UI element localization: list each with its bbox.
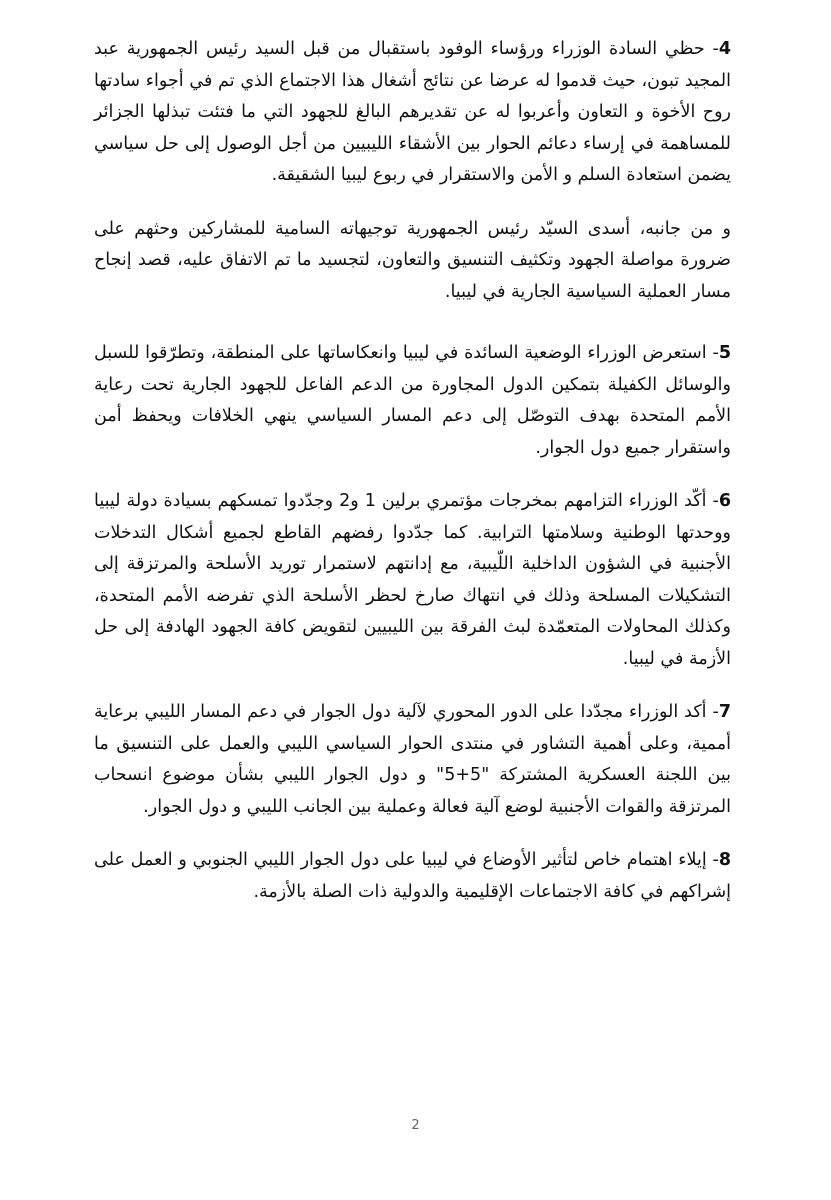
- paragraph-text: - أكّد الوزراء التزامهم بمخرجات مؤتمري برلين 1 و2 وجدّدوا تمسكهم بسيادة دولة ليبيا ووحدتها الوطنية وسلامتها الترابية. كما جدّدوا رفضهم القاطع لجميع أشكال التدخلات الأجنبية في الشؤون الداخلية اللّيبية، مع إدانتهم لاستمرار توريد الأسلحة والمرتزقة إلى التشكيلات المسلحة وذلك في انتهاك صارخ لحظر الأسلحة الذي تفرضه الأمم المتحدة، وكذلك المحاولات المتعمّدة لبث الفرقة بين الليبيين لتقويض كافة الجهود الهادفة إلى حل الأزمة في ليبيا.: [94, 491, 731, 669]
- paragraph-4: [94, 34, 731, 192]
- paragraph-text: - إيلاء اهتمام خاص لتأثير الأوضاع في ليبيا على دول الجوار الليبي الجنوبي و العمل على إشراكهم في كافة الاجتماعات الإقليمية والدولية ذات الصلة بالأزمة.: [94, 850, 731, 902]
- paragraph-7: [94, 697, 731, 823]
- paragraph-text: - حظي السادة الوزراء ورؤساء الوفود باستقبال من قبل السيد رئيس الجمهورية عبد المجيد تبون، حيث قدموا له عرضا عن نتائج أشغال هذا الاجتماع الذي تم في أجواء سادتها روح الأخوة و التعاون وأعربوا له عن تقديرهم البالغ للجهود التي ما فتئت تبذلها الجزائر للمساهمة في إرساء دعائم الحوار بين الأشقاء الليبيين من أجل الوصول إلى حل سياسي يضمن استعادة السلم و الأمن والاستقرار في ربوع ليبيا الشقيقة.: [94, 39, 731, 185]
- paragraph-text: - أكد الوزراء مجدّدا على الدور المحوري لآلية دول الجوار في دعم المسار الليبي برعاية أممية، وعلى أهمية التشاور في منتدى الحوار السياسي الليبي والعمل على التنسيق ما بين اللجنة العسكرية المشتركة "5+5" و دول الجوار الليبي بشأن موضوع انسحاب المرتزقة والقوات الأجنبية لوضع آلية فعالة وعملية بين الجانب الليبي و دول الجوار.: [94, 702, 732, 817]
- paragraph-number: 4: [718, 39, 731, 59]
- paragraph-text: - استعرض الوزراء الوضعية السائدة في ليبيا وانعكاساتها على المنطقة، وتطرّقوا للسبل والوسائل الكفيلة بتمكين الدول المجاورة من الدعم الفاعل للجهود الجارية تحت رعاية الأمم المتحدة بهدف التوصّل إلى دعم المسار السياسي ينهي الخلافات ويحفظ أمن واستقرار جميع دول الجوار.: [94, 343, 731, 458]
- page-number: 2: [411, 1118, 420, 1133]
- paragraph-number: 8: [718, 850, 731, 870]
- paragraph-number: 5: [718, 343, 731, 363]
- document-page: [94, 34, 731, 930]
- paragraph-4-continued: [94, 214, 731, 309]
- paragraph-text: و من جانبه، أسدى السيّد رئيس الجمهورية توجيهاته السامية للمشاركين وحثهم على ضرورة مواصلة الجهود وتكثيف التنسيق والتعاون، لتجسيد ما تم الاتفاق عليه، قصد إنجاح مسار العملية السياسية الجارية في ليبيا.: [94, 218, 731, 302]
- paragraph-number: 6: [718, 491, 731, 511]
- paragraph-6: [94, 486, 731, 675]
- paragraph-5: [94, 338, 731, 464]
- paragraph-8: [94, 845, 731, 908]
- paragraph-number: 7: [718, 702, 731, 722]
